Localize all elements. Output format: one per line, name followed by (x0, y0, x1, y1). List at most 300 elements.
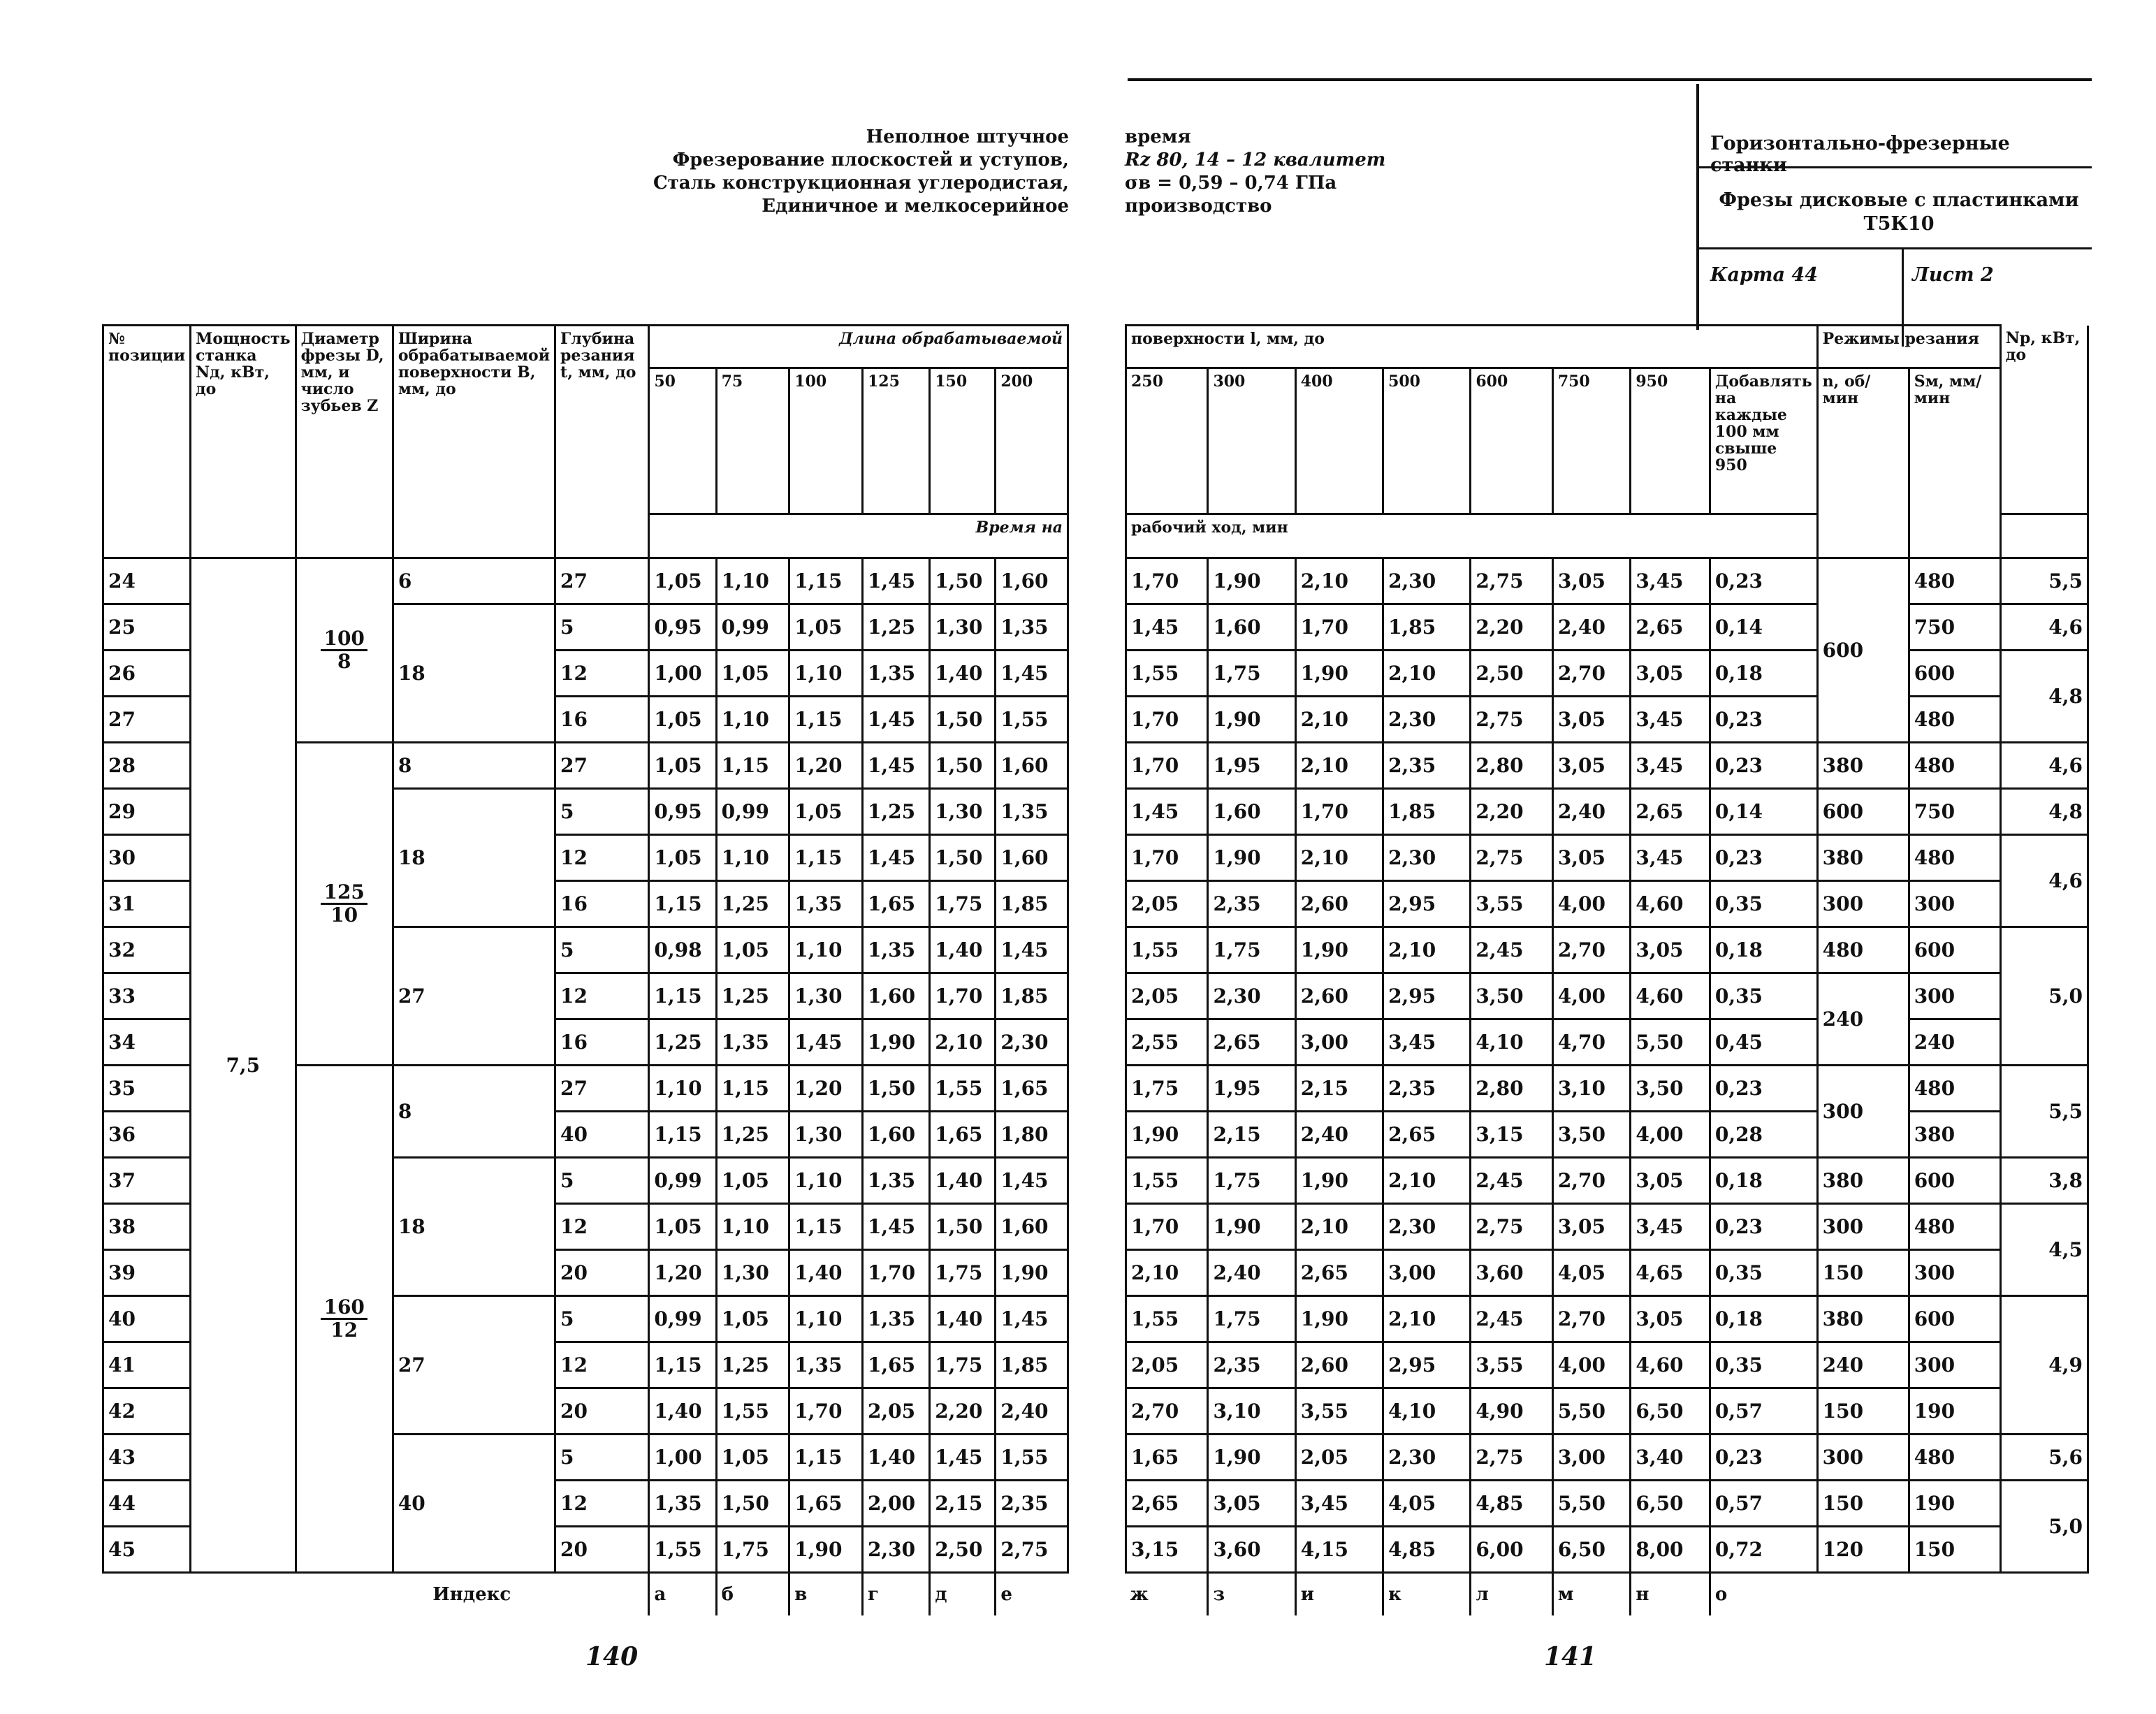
time-cell: 1,15 (789, 1204, 863, 1250)
index-cell: ж (1130, 1584, 1149, 1605)
time-cell: 1,55 (1126, 1296, 1208, 1342)
time-cell: 3,05 (1552, 835, 1631, 881)
depth-cell: 40 (555, 1112, 649, 1158)
time-cell: 2,75 (1471, 1435, 1552, 1481)
n-cell: 240 (1817, 973, 1909, 1066)
time-cell: 1,40 (930, 927, 996, 973)
time-cell: 1,35 (789, 881, 863, 927)
time-cell: 1,75 (1126, 1066, 1208, 1112)
time-cell: 1,70 (930, 973, 996, 1019)
right-body (1126, 558, 2088, 1573)
header-line: σв = 0,59 – 0,74 ГПа (1125, 173, 1337, 194)
time-cell: 1,05 (649, 835, 716, 881)
position-cell: 24 (103, 558, 191, 604)
time-cell: 2,05 (1295, 1435, 1383, 1481)
time-cell: 1,75 (716, 1527, 789, 1573)
time-cell: 1,45 (862, 835, 929, 881)
time-cell: 1,60 (996, 743, 1068, 789)
depth-cell: 12 (555, 1481, 649, 1527)
diameter-cell (296, 1066, 393, 1573)
position-cell: 32 (103, 927, 191, 973)
time-cell: 0,18 (1710, 927, 1817, 973)
time-cell: 1,40 (930, 1296, 996, 1342)
position-cell: 31 (103, 881, 191, 927)
width-cell: 18 (393, 789, 555, 927)
time-cell: 2,40 (1552, 604, 1631, 651)
position-cell: 41 (103, 1342, 191, 1388)
teeth-count: 12 (330, 1319, 358, 1342)
time-cell: 1,20 (789, 743, 863, 789)
time-cell: 1,95 (1208, 1066, 1295, 1112)
time-cell: 1,70 (1126, 835, 1208, 881)
time-cell: 1,65 (996, 1066, 1068, 1112)
time-cell: 1,45 (862, 743, 929, 789)
time-cell: 2,65 (1631, 789, 1710, 835)
header-line: Фрезерование плоскостей и уступов, (672, 150, 1069, 170)
time-cell: 2,30 (1383, 835, 1471, 881)
time-cell: 1,90 (1208, 697, 1295, 743)
time-cell: 1,90 (1295, 1296, 1383, 1342)
index-cell: е (996, 1573, 1068, 1616)
time-caption: Время на (649, 514, 1068, 558)
time-cell: 1,10 (789, 1296, 863, 1342)
position-cell: 25 (103, 604, 191, 651)
table-row (1126, 1527, 2088, 1573)
diameter-cell (296, 743, 393, 1066)
right-header (1125, 126, 1385, 218)
table-row (1126, 743, 2088, 789)
s-cell: 380 (1909, 1112, 2000, 1158)
width-cell: 8 (393, 743, 555, 789)
time-cell: 3,45 (1631, 743, 1710, 789)
time-cell: 1,65 (930, 1112, 996, 1158)
index-cell: л (1471, 1573, 1552, 1616)
time-cell: 2,10 (1383, 1296, 1471, 1342)
power-cell: 7,5 (191, 558, 296, 1573)
s-cell: 480 (1909, 835, 2000, 881)
time-cell: 1,15 (716, 1066, 789, 1112)
index-cell: к (1383, 1573, 1471, 1616)
length-head: 600 (1471, 368, 1552, 514)
time-cell: 3,05 (1631, 927, 1710, 973)
time-cell: 3,40 (1631, 1435, 1710, 1481)
time-cell: 1,70 (1126, 743, 1208, 789)
depth-cell: 12 (555, 835, 649, 881)
col-np: Np, кВт, до (2000, 326, 2088, 514)
time-cell: 1,10 (649, 1066, 716, 1112)
time-cell: 1,10 (789, 651, 863, 697)
np-cell: 5,5 (2000, 1066, 2088, 1158)
teeth-count: 10 (330, 903, 358, 927)
position-cell: 33 (103, 973, 191, 1019)
s-cell: 600 (1909, 651, 2000, 697)
time-cell: 2,10 (1383, 927, 1471, 973)
s-cell: 480 (1909, 1066, 2000, 1112)
time-cell: 4,00 (1631, 1112, 1710, 1158)
time-cell: 1,50 (930, 697, 996, 743)
depth-cell: 12 (555, 973, 649, 1019)
s-cell: 480 (1909, 697, 2000, 743)
time-cell: 1,10 (789, 1158, 863, 1204)
position-cell: 42 (103, 1388, 191, 1435)
time-cell: 1,45 (996, 1158, 1068, 1204)
time-cell: 2,35 (1383, 1066, 1471, 1112)
time-cell: 2,65 (1126, 1481, 1208, 1527)
width-cell: 8 (393, 1066, 555, 1158)
table-row (1126, 1250, 2088, 1296)
time-cell: 3,60 (1471, 1250, 1552, 1296)
time-cell: 3,05 (1631, 1158, 1710, 1204)
time-cell: 1,05 (716, 927, 789, 973)
time-cell: 2,10 (1295, 558, 1383, 604)
length-head: 125 (862, 368, 929, 514)
table-row (1126, 881, 2088, 927)
time-cell: 3,05 (1552, 1204, 1631, 1250)
time-cell: 4,60 (1631, 973, 1710, 1019)
sheet-number: Лист 2 (1902, 247, 1994, 347)
width-cell: 18 (393, 1158, 555, 1296)
time-cell: 3,50 (1631, 1066, 1710, 1112)
time-cell: 8,00 (1631, 1527, 1710, 1573)
time-cell: 2,70 (1552, 927, 1631, 973)
length-head: 150 (930, 368, 996, 514)
time-cell: 4,10 (1383, 1388, 1471, 1435)
time-cell: 1,70 (862, 1250, 929, 1296)
time-cell: 1,35 (789, 1342, 863, 1388)
time-cell: 1,10 (716, 1204, 789, 1250)
table-row (1126, 789, 2088, 835)
time-cell: 1,90 (1295, 1158, 1383, 1204)
depth-cell: 20 (555, 1250, 649, 1296)
time-cell: 1,05 (649, 697, 716, 743)
index-cell: м (1552, 1573, 1631, 1616)
time-cell: 1,80 (996, 1112, 1068, 1158)
time-cell: 2,45 (1471, 1158, 1552, 1204)
time-cell: 2,70 (1552, 1158, 1631, 1204)
n-cell: 600 (1817, 789, 1909, 835)
time-cell: 1,45 (789, 1019, 863, 1066)
time-cell: 3,00 (1383, 1250, 1471, 1296)
table-row (1126, 835, 2088, 881)
time-cell: 2,40 (1552, 789, 1631, 835)
time-cell: 2,10 (1295, 1204, 1383, 1250)
time-cell: 2,40 (996, 1388, 1068, 1435)
time-cell: 1,60 (996, 835, 1068, 881)
time-cell: 1,15 (649, 1112, 716, 1158)
time-cell: 1,45 (862, 558, 929, 604)
cutter-title: Фрезы дисковые с пластинками Т5К10 (1719, 189, 2079, 235)
time-cell: 1,90 (1295, 927, 1383, 973)
machine-title: Горизонтально-фрезерные станки (1710, 133, 2010, 176)
time-cell: 1,35 (649, 1481, 716, 1527)
time-cell: 4,05 (1383, 1481, 1471, 1527)
time-cell: 1,40 (862, 1435, 929, 1481)
time-cell: 2,70 (1552, 1296, 1631, 1342)
time-cell: 1,95 (1208, 743, 1295, 789)
time-cell: 1,65 (1126, 1435, 1208, 1481)
time-cell: 1,20 (649, 1250, 716, 1296)
s-cell: 600 (1909, 927, 2000, 973)
time-cell: 1,35 (996, 789, 1068, 835)
width-cell: 27 (393, 1296, 555, 1435)
time-cell: 2,80 (1471, 1066, 1552, 1112)
time-cell: 1,50 (930, 558, 996, 604)
time-cell: 2,15 (1295, 1066, 1383, 1112)
np-cell: 4,6 (2000, 604, 2088, 651)
position-cell: 30 (103, 835, 191, 881)
depth-cell: 20 (555, 1388, 649, 1435)
depth-cell: 27 (555, 558, 649, 604)
table-row (103, 558, 1068, 604)
np-cell: 4,9 (2000, 1296, 2088, 1435)
time-cell: 1,35 (862, 1296, 929, 1342)
time-cell: 0,14 (1710, 604, 1817, 651)
time-cell: 1,30 (789, 973, 863, 1019)
time-cell: 6,50 (1552, 1527, 1631, 1573)
time-cell: 1,30 (930, 604, 996, 651)
time-cell: 2,10 (1295, 697, 1383, 743)
time-cell: 2,40 (1295, 1112, 1383, 1158)
time-cell: 1,85 (996, 881, 1068, 927)
time-cell: 0,57 (1710, 1481, 1817, 1527)
s-cell: 600 (1909, 1296, 2000, 1342)
time-cell: 1,45 (996, 1296, 1068, 1342)
time-cell: 2,05 (1126, 973, 1208, 1019)
time-cell: 1,10 (716, 835, 789, 881)
time-cell: 1,00 (649, 1435, 716, 1481)
time-cell: 0,99 (649, 1158, 716, 1204)
time-cell: 1,75 (1208, 651, 1295, 697)
table-row (1126, 1435, 2088, 1481)
time-cell: 1,65 (862, 1342, 929, 1388)
time-cell: 3,10 (1208, 1388, 1295, 1435)
time-cell: 2,05 (862, 1388, 929, 1435)
time-cell: 2,30 (1383, 697, 1471, 743)
n-cell: 150 (1817, 1388, 1909, 1435)
n-cell: 300 (1817, 1435, 1909, 1481)
time-cell: 2,10 (1295, 835, 1383, 881)
time-cell: 0,57 (1710, 1388, 1817, 1435)
length-head: 500 (1383, 368, 1471, 514)
time-cell: 4,85 (1471, 1481, 1552, 1527)
time-cell: 4,00 (1552, 1342, 1631, 1388)
time-cell: 1,90 (862, 1019, 929, 1066)
time-cell: 1,25 (862, 604, 929, 651)
n-cell: 300 (1817, 1204, 1909, 1250)
time-cell: 2,10 (1126, 1250, 1208, 1296)
index-cell: в (789, 1573, 863, 1616)
col-s: Sм, мм/мин (1909, 368, 2000, 558)
time-cell: 2,50 (930, 1527, 996, 1573)
index-label: Индекс (432, 1584, 511, 1605)
time-cell: 1,50 (930, 743, 996, 789)
index-cell: г (862, 1573, 929, 1616)
time-cell: 3,00 (1295, 1019, 1383, 1066)
n-cell: 120 (1817, 1527, 1909, 1573)
depth-cell: 16 (555, 881, 649, 927)
time-cell: 3,60 (1208, 1527, 1295, 1573)
time-cell: 0,23 (1710, 743, 1817, 789)
time-cell: 1,15 (649, 1342, 716, 1388)
table-row (1126, 1204, 2088, 1250)
time-cell: 1,40 (930, 1158, 996, 1204)
time-cell: 1,45 (996, 927, 1068, 973)
time-cell: 1,25 (649, 1019, 716, 1066)
time-cell: 0,98 (649, 927, 716, 973)
index-row (103, 1573, 1068, 1616)
time-cell: 2,95 (1383, 973, 1471, 1019)
depth-cell: 20 (555, 1527, 649, 1573)
time-cell: 1,15 (789, 558, 863, 604)
depth-cell: 12 (555, 1204, 649, 1250)
time-cell: 1,20 (789, 1066, 863, 1112)
time-cell: 1,60 (862, 973, 929, 1019)
table-row (1126, 973, 2088, 1019)
time-cell: 2,15 (1208, 1112, 1295, 1158)
index-cell: з (1208, 1573, 1295, 1616)
table-row (1126, 1481, 2088, 1527)
time-cell: 1,90 (789, 1527, 863, 1573)
time-cell: 1,05 (789, 789, 863, 835)
time-cell: 2,30 (862, 1527, 929, 1573)
s-cell: 150 (1909, 1527, 2000, 1573)
time-cell: 1,55 (1126, 1158, 1208, 1204)
time-cell: 0,35 (1710, 973, 1817, 1019)
table-row (1126, 927, 2088, 973)
time-cell: 2,55 (1126, 1019, 1208, 1066)
col-width: Ширина обрабатываемой поверхности В, мм, до (393, 326, 555, 558)
table-row (1126, 697, 2088, 743)
time-cell: 1,60 (1208, 789, 1295, 835)
time-cell: 6,50 (1631, 1388, 1710, 1435)
time-cell: 0,35 (1710, 1342, 1817, 1388)
time-cell: 1,55 (649, 1527, 716, 1573)
time-cell: 2,35 (996, 1481, 1068, 1527)
time-cell: 1,25 (716, 1342, 789, 1388)
time-cell: 1,90 (1208, 558, 1295, 604)
np-cell: 4,8 (2000, 789, 2088, 835)
time-cell: 1,30 (930, 789, 996, 835)
np-cell: 4,8 (2000, 651, 2088, 743)
time-cell: 1,50 (862, 1066, 929, 1112)
n-cell: 600 (1817, 558, 1909, 743)
s-cell: 750 (1909, 789, 2000, 835)
time-cell: 2,60 (1295, 1342, 1383, 1388)
n-cell: 380 (1817, 1158, 1909, 1204)
time-cell: 2,30 (1208, 973, 1295, 1019)
index-row (1126, 1573, 2088, 1616)
position-cell: 44 (103, 1481, 191, 1527)
time-cell: 2,20 (1471, 789, 1552, 835)
index-cell: о (1710, 1573, 1817, 1616)
page-number-left: 140 (585, 1642, 639, 1671)
header-line: Неполное штучное (866, 126, 1069, 147)
table-row (1126, 1066, 2088, 1112)
time-cell: 1,90 (1208, 1204, 1295, 1250)
time-cell: 1,90 (1295, 651, 1383, 697)
time-cell: 2,95 (1383, 1342, 1471, 1388)
length-head: 200 (996, 368, 1068, 514)
s-cell: 300 (1909, 881, 2000, 927)
position-cell: 35 (103, 1066, 191, 1112)
table-row (1126, 558, 2088, 604)
time-cell: 3,05 (1552, 558, 1631, 604)
col-position: № позиции (103, 326, 191, 558)
time-cell: 1,60 (996, 1204, 1068, 1250)
time-cell: 1,05 (649, 558, 716, 604)
diameter-fraction (321, 882, 367, 926)
time-cell: 3,00 (1552, 1435, 1631, 1481)
time-cell: 3,45 (1631, 697, 1710, 743)
time-cell: 5,50 (1631, 1019, 1710, 1066)
table-row (1126, 1342, 2088, 1388)
page-number-right: 141 (1544, 1642, 1597, 1671)
time-cell: 1,25 (716, 881, 789, 927)
time-cell: 1,15 (716, 743, 789, 789)
time-cell: 0,72 (1710, 1527, 1817, 1573)
time-cell: 1,35 (716, 1019, 789, 1066)
time-cell: 2,00 (862, 1481, 929, 1527)
width-cell: 27 (393, 927, 555, 1066)
time-cell: 1,70 (1126, 697, 1208, 743)
time-caption-right: рабочий ход, мин (1126, 514, 1818, 558)
depth-cell: 16 (555, 697, 649, 743)
title-box (1696, 84, 2092, 330)
time-cell: 4,60 (1631, 1342, 1710, 1388)
table-row (1126, 1296, 2088, 1342)
time-cell: 2,05 (1126, 881, 1208, 927)
time-cell: 1,55 (716, 1388, 789, 1435)
time-cell: 1,05 (649, 743, 716, 789)
length-head: 50 (649, 368, 716, 514)
time-cell: 4,10 (1471, 1019, 1552, 1066)
time-cell: 2,75 (1471, 1204, 1552, 1250)
time-cell: 1,25 (862, 789, 929, 835)
s-cell: 300 (1909, 1250, 2000, 1296)
time-cell: 0,23 (1710, 1204, 1817, 1250)
time-cell: 2,40 (1208, 1250, 1295, 1296)
s-cell: 480 (1909, 743, 2000, 789)
time-cell: 2,50 (1471, 651, 1552, 697)
header-line: производство (1125, 196, 1272, 217)
modes-caption: Режимы резания (1817, 326, 2000, 368)
width-cell: 18 (393, 604, 555, 743)
time-cell: 1,05 (789, 604, 863, 651)
np-cell: 5,0 (2000, 1481, 2088, 1573)
diameter-value: 125 (321, 882, 367, 905)
time-cell: 1,60 (1208, 604, 1295, 651)
time-cell: 0,45 (1710, 1019, 1817, 1066)
time-cell: 2,45 (1471, 927, 1552, 973)
time-cell: 1,70 (1295, 604, 1383, 651)
time-cell: 2,65 (1383, 1112, 1471, 1158)
depth-cell: 12 (555, 651, 649, 697)
time-cell: 0,23 (1710, 835, 1817, 881)
index-cell: н (1631, 1573, 1710, 1616)
time-cell: 1,70 (1126, 1204, 1208, 1250)
length-head: 400 (1295, 368, 1383, 514)
time-cell: 2,30 (996, 1019, 1068, 1066)
time-cell: 1,40 (930, 651, 996, 697)
header-line: время (1125, 126, 1191, 147)
np-cell: 4,5 (2000, 1204, 2088, 1296)
left-body (103, 558, 1068, 1573)
depth-cell: 5 (555, 789, 649, 835)
time-cell: 1,45 (862, 1204, 929, 1250)
col-add: Добавлять на каждые 100 мм свыше 950 (1710, 368, 1817, 514)
time-cell: 1,15 (649, 973, 716, 1019)
position-cell: 27 (103, 697, 191, 743)
